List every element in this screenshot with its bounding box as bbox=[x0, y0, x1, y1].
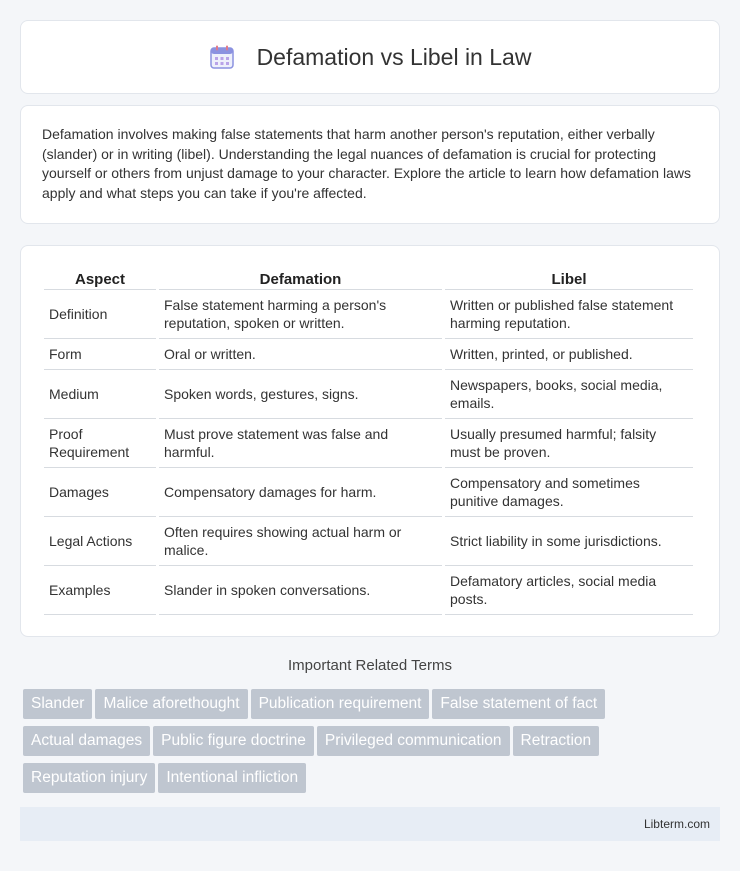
header-aspect: Aspect bbox=[44, 264, 156, 290]
related-term-tag[interactable]: Slander bbox=[23, 689, 92, 719]
table-cell: Compensatory damages for harm. bbox=[159, 468, 442, 517]
related-term-tag[interactable]: Malice aforethought bbox=[95, 689, 247, 719]
page-title: Defamation vs Libel in Law bbox=[256, 43, 532, 70]
comparison-table bbox=[41, 264, 696, 615]
related-terms-title: Important Related Terms bbox=[288, 657, 452, 674]
table-cell: Strict liability in some jurisdictions. bbox=[445, 517, 693, 566]
table-row bbox=[44, 339, 693, 370]
table-cell: Definition bbox=[44, 290, 156, 339]
table-cell: Must prove statement was false and harmful. bbox=[159, 419, 442, 468]
table-cell: Medium bbox=[44, 370, 156, 419]
table-cell: Oral or written. bbox=[159, 339, 442, 370]
intro-text: Defamation involves making false statements that harm another person's reputation, either verbally (slander) or in writing (libel). Understanding the legal nuances of defamation is crucial for protecting yourself or others from unjust damage to your character. Explore the article to learn how defamation laws apply and what steps you can take if you're affected. bbox=[42, 126, 691, 201]
header-defamation: Defamation bbox=[159, 264, 442, 290]
footer bbox=[20, 807, 720, 841]
related-term-tag[interactable]: Reputation injury bbox=[23, 763, 155, 793]
table-row bbox=[44, 419, 693, 468]
table-cell: Slander in spoken conversations. bbox=[159, 566, 442, 615]
related-term-tag[interactable]: Privileged communication bbox=[317, 726, 510, 756]
table-row bbox=[44, 290, 693, 339]
table-cell: Form bbox=[44, 339, 156, 370]
table-cell: Proof Requirement bbox=[44, 419, 156, 468]
table-cell: False statement harming a person's reputation, spoken or written. bbox=[159, 290, 442, 339]
footer-site-link[interactable]: Libterm.com bbox=[643, 817, 710, 831]
table-cell: Often requires showing actual harm or malice. bbox=[159, 517, 442, 566]
table-cell: Legal Actions bbox=[44, 517, 156, 566]
related-terms-list bbox=[23, 689, 723, 800]
table-cell: Damages bbox=[44, 468, 156, 517]
table-cell: Usually presumed harmful; falsity must be proven. bbox=[445, 419, 693, 468]
related-term-tag[interactable]: False statement of fact bbox=[432, 689, 605, 719]
calendar-icon bbox=[209, 44, 235, 70]
table-row bbox=[44, 566, 693, 615]
table-cell: Newspapers, books, social media, emails. bbox=[445, 370, 693, 419]
related-term-tag[interactable]: Public figure doctrine bbox=[153, 726, 314, 756]
related-term-tag[interactable]: Intentional infliction bbox=[158, 763, 306, 793]
header-libel: Libel bbox=[445, 264, 693, 290]
table-row bbox=[44, 468, 693, 517]
table-cell: Written, printed, or published. bbox=[445, 339, 693, 370]
table-row bbox=[44, 370, 693, 419]
intro-card bbox=[20, 105, 720, 224]
table-row bbox=[44, 517, 693, 566]
table-cell: Defamatory articles, social media posts. bbox=[445, 566, 693, 615]
header-card bbox=[20, 20, 720, 94]
related-term-tag[interactable]: Publication requirement bbox=[251, 689, 430, 719]
table-cell: Examples bbox=[44, 566, 156, 615]
table-cell: Spoken words, gestures, signs. bbox=[159, 370, 442, 419]
table-cell: Written or published false statement harming reputation. bbox=[445, 290, 693, 339]
related-term-tag[interactable]: Actual damages bbox=[23, 726, 150, 756]
comparison-card bbox=[20, 245, 720, 637]
table-cell: Compensatory and sometimes punitive damages. bbox=[445, 468, 693, 517]
related-term-tag[interactable]: Retraction bbox=[513, 726, 600, 756]
table-header-row bbox=[44, 264, 693, 290]
